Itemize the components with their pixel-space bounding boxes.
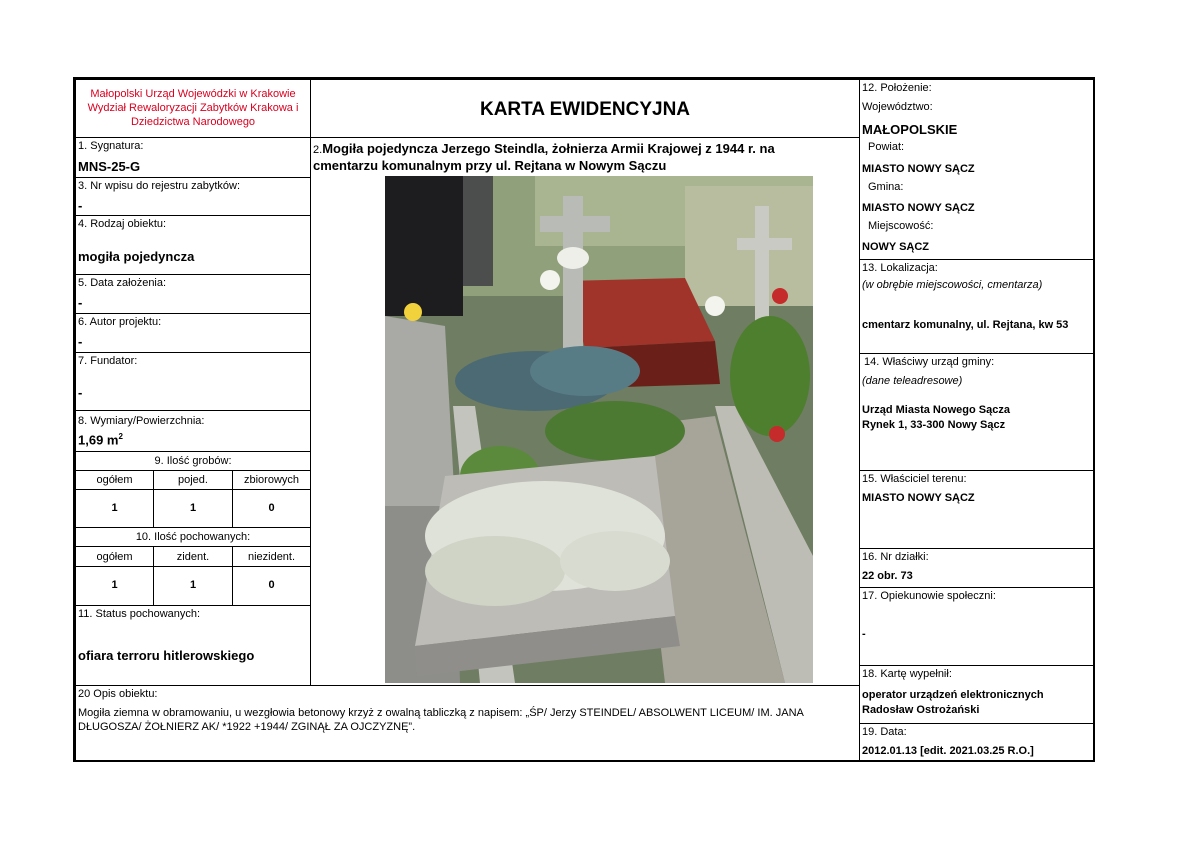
- miejscowosc-value: NOWY SĄCZ: [862, 241, 930, 253]
- graves-title: [75, 451, 311, 471]
- nr-wpisu-value: -: [78, 198, 83, 213]
- graves-header-2: [232, 470, 311, 490]
- graves-value-1: [153, 489, 233, 528]
- rodzaj-field: [75, 215, 311, 275]
- nr-wpisu-label: 3. Nr wpisu do rejestru zabytków:: [78, 180, 241, 192]
- buried-header-identified: zident.: [176, 551, 210, 563]
- data-field: [859, 723, 1095, 762]
- urzad-field: [859, 353, 1095, 471]
- opiekunowie-field: [859, 587, 1095, 666]
- gmina-label: Gmina:: [868, 181, 904, 193]
- polozenie-field: [859, 79, 1095, 260]
- wymiary-unit-exponent: 2: [118, 432, 123, 441]
- data-zalozenia-value: -: [78, 295, 83, 310]
- buried-value-total: 1: [111, 579, 118, 591]
- lokalizacja-label: 13. Lokalizacja:: [862, 262, 938, 274]
- wlasciciel-field: [859, 470, 1095, 549]
- data-label: 19. Data:: [862, 726, 907, 738]
- buried-value-2: [232, 566, 311, 606]
- object-name-line-1: Mogiła pojedyncza Jerzego Steindla, żołnierza Armii Krajowej z 1944 r. na: [322, 141, 775, 156]
- powiat-label: Powiat:: [868, 141, 905, 153]
- buried-header-1: [153, 546, 233, 567]
- sygnatura-value: MNS-25-G: [78, 159, 141, 174]
- graves-title-label: 9. Ilość grobów:: [154, 455, 232, 467]
- gmina-value: MIASTO NOWY SĄCZ: [862, 202, 975, 214]
- dzialka-value: 22 obr. 73: [862, 570, 913, 582]
- wojewodztwo-label: Województwo:: [862, 101, 933, 113]
- data-zalozenia-field: [75, 274, 311, 314]
- wypelnil-field: [859, 665, 1095, 724]
- lokalizacja-field: [859, 259, 1095, 354]
- graves-header-single: pojed.: [178, 474, 208, 486]
- buried-header-unidentified: niezident.: [247, 551, 296, 563]
- buried-value-1: [153, 566, 233, 606]
- autor-value: -: [78, 334, 83, 349]
- nr-wpisu-field: [75, 177, 311, 216]
- wymiary-number: 1,69 m: [78, 432, 119, 448]
- graves-header-0: [75, 470, 154, 490]
- rodzaj-label: 4. Rodzaj obiektu:: [78, 218, 167, 230]
- opis-label: 20 Opis obiektu:: [78, 688, 158, 700]
- wypelnil-line-2: Radosław Ostrożański: [862, 704, 980, 716]
- title-box: [310, 79, 860, 138]
- wymiary-label: 8. Wymiary/Powierzchnia:: [78, 415, 205, 427]
- polozenie-label: 12. Położenie:: [862, 82, 932, 94]
- buried-value-identified: 1: [189, 579, 197, 591]
- status-field: [75, 605, 311, 686]
- record-card: [73, 77, 1095, 762]
- buried-title-label: 10. Ilość pochowanych:: [135, 531, 251, 543]
- urzad-hint: (dane teleadresowe): [862, 375, 963, 387]
- opis-line-1: Mogiła ziemna w obramowaniu, u wezgłowia betonowy krzyż z owalną tabliczką z napisem: „ŚP/ Jerzy STEINDEL/ ABSOLWENT LICEUM/ IM. JANA: [78, 707, 804, 719]
- office-line-2: Wydział Rewaloryzacji Zabytków Krakowa i: [87, 102, 299, 114]
- buried-header-total: ogółem: [96, 551, 133, 563]
- buried-title: [75, 527, 311, 547]
- opis-field: [75, 685, 860, 762]
- graves-value-collective: 0: [268, 502, 275, 514]
- opiekunowie-value: -: [862, 628, 866, 640]
- graves-value-2: [232, 489, 311, 528]
- sygnatura-field: [75, 137, 311, 178]
- wlasciciel-value: MIASTO NOWY SĄCZ: [862, 492, 975, 504]
- object-name-line-2: cmentarzu komunalnym przy ul. Rejtana w Nowym Sączu: [313, 158, 667, 173]
- fundator-field: [75, 352, 311, 411]
- lokalizacja-value: cmentarz komunalny, ul. Rejtana, kw 53: [862, 319, 1069, 331]
- graves-header-collective: zbiorowych: [243, 474, 300, 486]
- wlasciciel-label: 15. Właściciel terenu:: [862, 473, 967, 485]
- rodzaj-value: mogiła pojedyncza: [78, 249, 195, 264]
- office-line-3: Dziedzictwa Narodowego: [130, 116, 256, 128]
- miejscowosc-label: Miejscowość:: [868, 220, 934, 232]
- buried-value-unidentified: 0: [268, 579, 275, 591]
- buried-header-0: [75, 546, 154, 567]
- fundator-label: 7. Fundator:: [78, 355, 138, 367]
- buried-value-0: [75, 566, 154, 606]
- wymiary-value: [78, 432, 123, 447]
- autor-label: 6. Autor projektu:: [78, 316, 162, 328]
- dzialka-label: 16. Nr działki:: [862, 551, 929, 563]
- wymiary-field: [75, 410, 311, 452]
- lokalizacja-hint: (w obrębie miejscowości, cmentarza): [862, 279, 1043, 291]
- wypelnil-line-1: operator urządzeń elektronicznych: [862, 689, 1044, 701]
- graves-value-single: 1: [189, 502, 197, 514]
- dzialka-field: [859, 548, 1095, 588]
- urzad-line-1: Urząd Miasta Nowego Sącza: [862, 404, 1010, 416]
- graves-value-0: [75, 489, 154, 528]
- card-title: KARTA EWIDENCYJNA: [479, 99, 691, 120]
- graves-header-total: ogółem: [96, 474, 133, 486]
- graves-header-1: [153, 470, 233, 490]
- status-label: 11. Status pochowanych:: [78, 608, 201, 620]
- opis-line-2: DŁUGOSZA/ ŻOŁNIERZ AK/ *1922 +1944/ ZGINĄŁ ZA OJCZYZNĘ”.: [78, 721, 416, 733]
- buried-header-2: [232, 546, 311, 567]
- powiat-value: MIASTO NOWY SĄCZ: [862, 163, 975, 175]
- wojewodztwo-value: MAŁOPOLSKIE: [862, 122, 958, 137]
- office-header: [75, 79, 311, 138]
- object-name-number: 2.: [313, 144, 323, 156]
- sygnatura-label: 1. Sygnatura:: [78, 140, 144, 152]
- status-value: ofiara terroru hitlerowskiego: [78, 648, 255, 663]
- grave-photo: [385, 176, 813, 683]
- urzad-label: 14. Właściwy urząd gminy:: [864, 356, 995, 368]
- fundator-value: -: [78, 385, 83, 400]
- urzad-line-2: Rynek 1, 33-300 Nowy Sącz: [862, 419, 1006, 431]
- office-line-1: Małopolski Urząd Wojewódzki w Krakowie: [90, 88, 296, 100]
- object-name: [313, 141, 775, 174]
- opiekunowie-label: 17. Opiekunowie społeczni:: [862, 590, 996, 602]
- data-zalozenia-label: 5. Data założenia:: [78, 277, 167, 289]
- graves-value-total: 1: [111, 502, 118, 514]
- data-value: 2012.01.13 [edit. 2021.03.25 R.O.]: [862, 745, 1034, 757]
- autor-field: [75, 313, 311, 353]
- wypelnil-label: 18. Kartę wypełnił:: [862, 668, 952, 680]
